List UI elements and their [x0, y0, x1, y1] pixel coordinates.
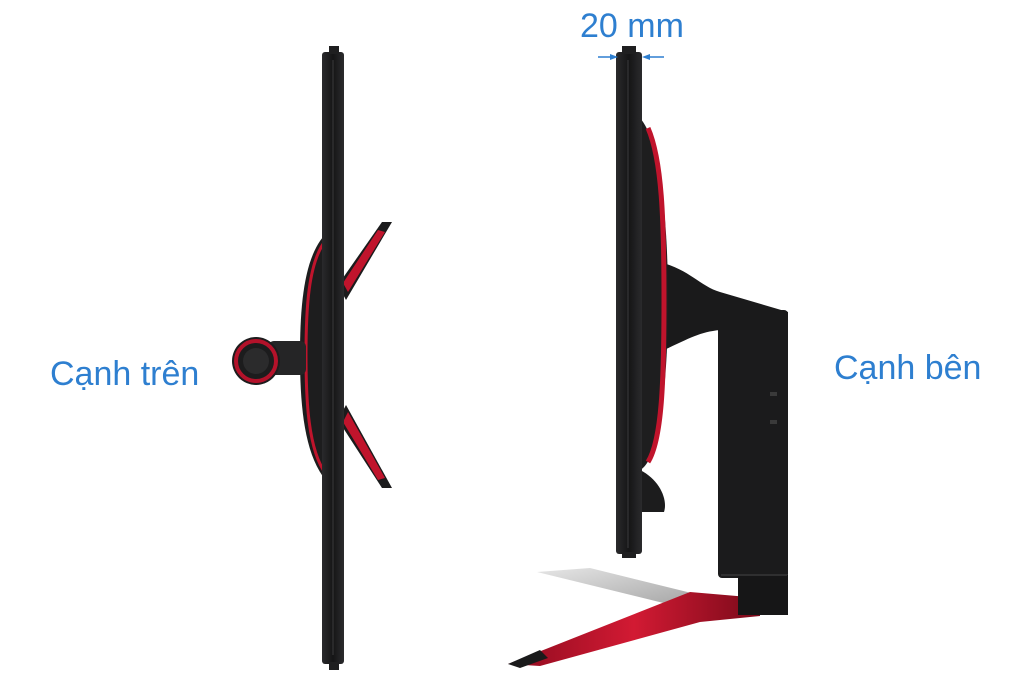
stand-base-red [508, 592, 760, 666]
thickness-label: 20 mm [580, 7, 684, 45]
monitor-top-view [232, 46, 392, 670]
monitor-side-view [508, 46, 788, 668]
top-edge-label: Cạnh trên [50, 355, 200, 393]
stand-column [718, 310, 788, 578]
monitor-panel-side [616, 52, 642, 554]
side-edge-label: Cạnh bên [834, 349, 982, 387]
